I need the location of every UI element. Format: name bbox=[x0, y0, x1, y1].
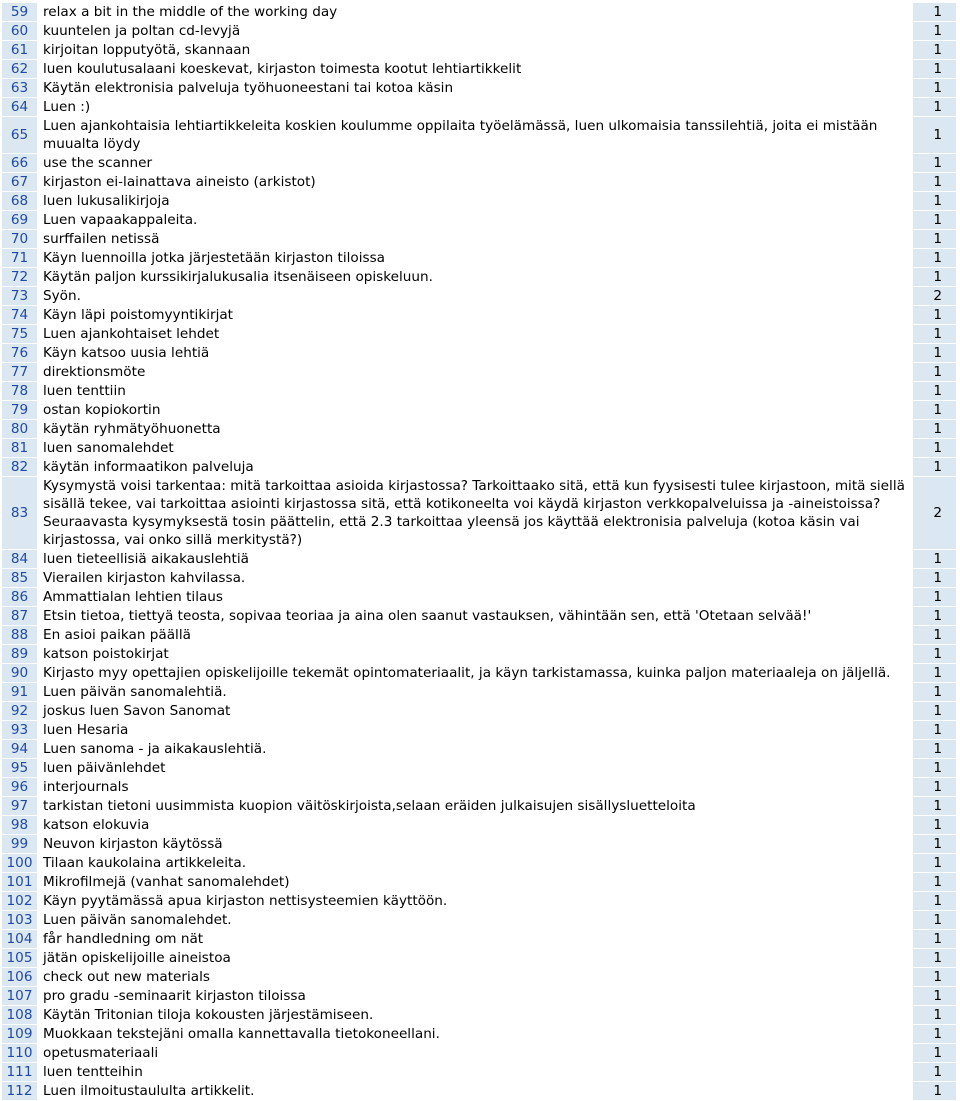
response-count: 1 bbox=[912, 344, 956, 363]
response-text: Neuvon kirjaston käytössä bbox=[38, 835, 912, 854]
response-count: 1 bbox=[912, 117, 956, 154]
response-count: 1 bbox=[912, 778, 956, 797]
row-number: 73 bbox=[2, 287, 38, 306]
table-row bbox=[2, 230, 956, 249]
response-text: Käytän elektronisia palveluja työhuoneestani tai kotoa käsin bbox=[38, 79, 912, 98]
row-number: 100 bbox=[2, 854, 38, 873]
response-text: use the scanner bbox=[38, 154, 912, 173]
response-text: Mikrofilmejä (vanhat sanomalehdet) bbox=[38, 873, 912, 892]
response-count: 1 bbox=[912, 382, 956, 401]
row-number: 59 bbox=[2, 3, 38, 22]
row-number: 82 bbox=[2, 458, 38, 477]
response-count: 1 bbox=[912, 683, 956, 702]
table-row bbox=[2, 22, 956, 41]
response-count: 1 bbox=[912, 968, 956, 987]
response-text: luen tenttiin bbox=[38, 382, 912, 401]
row-number: 104 bbox=[2, 930, 38, 949]
table-row bbox=[2, 249, 956, 268]
table-row bbox=[2, 664, 956, 683]
table-row bbox=[2, 439, 956, 458]
response-count: 1 bbox=[912, 230, 956, 249]
row-number: 79 bbox=[2, 401, 38, 420]
response-count: 1 bbox=[912, 401, 956, 420]
table-row bbox=[2, 98, 956, 117]
response-text: jätän opiskelijoille aineistoa bbox=[38, 949, 912, 968]
row-number: 109 bbox=[2, 1025, 38, 1044]
table-row bbox=[2, 1082, 956, 1101]
table-row bbox=[2, 79, 956, 98]
response-text: Luen vapaakappaleita. bbox=[38, 211, 912, 230]
response-text: Tilaan kaukolaina artikkeleita. bbox=[38, 854, 912, 873]
response-count: 1 bbox=[912, 835, 956, 854]
response-count: 1 bbox=[912, 873, 956, 892]
response-text: Käytän paljon kurssikirjalukusalia itsenäiseen opiskeluun. bbox=[38, 268, 912, 287]
table-row bbox=[2, 117, 956, 154]
response-text: interjournals bbox=[38, 778, 912, 797]
response-table bbox=[2, 3, 956, 1101]
row-number: 111 bbox=[2, 1063, 38, 1082]
response-count: 1 bbox=[912, 892, 956, 911]
response-count: 1 bbox=[912, 550, 956, 569]
response-count: 1 bbox=[912, 306, 956, 325]
response-count: 1 bbox=[912, 930, 956, 949]
row-number: 110 bbox=[2, 1044, 38, 1063]
response-text: Luen :) bbox=[38, 98, 912, 117]
table-row bbox=[2, 192, 956, 211]
response-text: katson elokuvia bbox=[38, 816, 912, 835]
response-count: 1 bbox=[912, 325, 956, 344]
response-count: 1 bbox=[912, 645, 956, 664]
table-row bbox=[2, 1006, 956, 1025]
response-count: 2 bbox=[912, 477, 956, 550]
row-number: 112 bbox=[2, 1082, 38, 1101]
response-count: 1 bbox=[912, 854, 956, 873]
table-row bbox=[2, 835, 956, 854]
response-count: 1 bbox=[912, 268, 956, 287]
row-number: 77 bbox=[2, 363, 38, 382]
response-count: 1 bbox=[912, 987, 956, 1006]
response-text: luen koulutusalaani koeskevat, kirjaston toimesta kootut lehtiartikkelit bbox=[38, 60, 912, 79]
response-count: 1 bbox=[912, 1044, 956, 1063]
table-row bbox=[2, 892, 956, 911]
table-row bbox=[2, 721, 956, 740]
table-row bbox=[2, 854, 956, 873]
response-count: 1 bbox=[912, 439, 956, 458]
table-row bbox=[2, 797, 956, 816]
response-count: 1 bbox=[912, 759, 956, 778]
response-count: 1 bbox=[912, 192, 956, 211]
response-text: luen päivänlehdet bbox=[38, 759, 912, 778]
response-count: 1 bbox=[912, 1063, 956, 1082]
response-count: 1 bbox=[912, 626, 956, 645]
row-number: 91 bbox=[2, 683, 38, 702]
table-row bbox=[2, 382, 956, 401]
response-count: 1 bbox=[912, 363, 956, 382]
row-number: 89 bbox=[2, 645, 38, 664]
response-text: joskus luen Savon Sanomat bbox=[38, 702, 912, 721]
table-row bbox=[2, 1063, 956, 1082]
response-count: 1 bbox=[912, 249, 956, 268]
response-text: Käytän Tritonian tiloja kokousten järjestämiseen. bbox=[38, 1006, 912, 1025]
response-text: Etsin tietoa, tiettyä teosta, sopivaa teoriaa ja aina olen saanut vastauksen, vähintään sen, että 'Otetaan selvää!' bbox=[38, 607, 912, 626]
row-number: 93 bbox=[2, 721, 38, 740]
response-count: 1 bbox=[912, 60, 956, 79]
response-text: Ammattialan lehtien tilaus bbox=[38, 588, 912, 607]
table-row bbox=[2, 3, 956, 22]
response-text: Kirjasto myy opettajien opiskelijoille tekemät opintomateriaalit, ja käyn tarkistamassa, kuinka paljon materiaaleja on jäljellä. bbox=[38, 664, 912, 683]
table-row bbox=[2, 477, 956, 550]
response-text: käytän ryhmätyöhuonetta bbox=[38, 420, 912, 439]
response-text: Luen ajankohtaiset lehdet bbox=[38, 325, 912, 344]
row-number: 69 bbox=[2, 211, 38, 230]
response-text: Luen päivän sanomalehtiä. bbox=[38, 683, 912, 702]
response-text: surffailen netissä bbox=[38, 230, 912, 249]
table-row bbox=[2, 778, 956, 797]
response-text: luen sanomalehdet bbox=[38, 439, 912, 458]
response-text: luen Hesaria bbox=[38, 721, 912, 740]
response-text: Luen ilmoitustaululta artikkelit. bbox=[38, 1082, 912, 1101]
row-number: 107 bbox=[2, 987, 38, 1006]
row-number: 106 bbox=[2, 968, 38, 987]
row-number: 87 bbox=[2, 607, 38, 626]
response-count: 1 bbox=[912, 607, 956, 626]
row-number: 60 bbox=[2, 22, 38, 41]
response-text: kirjoitan lopputyötä, skannaan bbox=[38, 41, 912, 60]
row-number: 84 bbox=[2, 550, 38, 569]
row-number: 97 bbox=[2, 797, 38, 816]
response-text: katson poistokirjat bbox=[38, 645, 912, 664]
row-number: 70 bbox=[2, 230, 38, 249]
row-number: 96 bbox=[2, 778, 38, 797]
response-count: 1 bbox=[912, 949, 956, 968]
response-count: 1 bbox=[912, 1025, 956, 1044]
response-count: 1 bbox=[912, 1082, 956, 1101]
response-count: 1 bbox=[912, 3, 956, 22]
response-count: 1 bbox=[912, 211, 956, 230]
response-count: 1 bbox=[912, 98, 956, 117]
row-number: 81 bbox=[2, 439, 38, 458]
table-row bbox=[2, 363, 956, 382]
response-text: pro gradu -seminaarit kirjaston tiloissa bbox=[38, 987, 912, 1006]
response-text: ostan kopiokortin bbox=[38, 401, 912, 420]
row-number: 63 bbox=[2, 79, 38, 98]
table-row bbox=[2, 458, 956, 477]
table-row bbox=[2, 1025, 956, 1044]
response-count: 1 bbox=[912, 79, 956, 98]
response-text: luen tentteihin bbox=[38, 1063, 912, 1082]
row-number: 88 bbox=[2, 626, 38, 645]
row-number: 108 bbox=[2, 1006, 38, 1025]
response-count: 1 bbox=[912, 569, 956, 588]
response-count: 1 bbox=[912, 22, 956, 41]
row-number: 94 bbox=[2, 740, 38, 759]
response-count: 1 bbox=[912, 588, 956, 607]
response-text: luen tieteellisiä aikakauslehtiä bbox=[38, 550, 912, 569]
table-row bbox=[2, 173, 956, 192]
response-text: direktionsmöte bbox=[38, 363, 912, 382]
response-text: käytän informaatikon palveluja bbox=[38, 458, 912, 477]
table-row bbox=[2, 645, 956, 664]
response-count: 2 bbox=[912, 287, 956, 306]
response-count: 1 bbox=[912, 721, 956, 740]
response-count: 1 bbox=[912, 816, 956, 835]
row-number: 78 bbox=[2, 382, 38, 401]
table-row bbox=[2, 740, 956, 759]
table-row bbox=[2, 588, 956, 607]
response-count: 1 bbox=[912, 420, 956, 439]
response-count: 1 bbox=[912, 458, 956, 477]
row-number: 101 bbox=[2, 873, 38, 892]
row-number: 95 bbox=[2, 759, 38, 778]
response-count: 1 bbox=[912, 154, 956, 173]
table-row bbox=[2, 325, 956, 344]
table-row bbox=[2, 306, 956, 325]
table-row bbox=[2, 702, 956, 721]
response-text: relax a bit in the middle of the working day bbox=[38, 3, 912, 22]
row-number: 66 bbox=[2, 154, 38, 173]
response-text: Luen ajankohtaisia lehtiartikkeleita koskien koulumme oppilaita työelämässä, luen ulkomaisia tanssilehtiä, joita ei mistään muualta löydy bbox=[38, 117, 912, 154]
row-number: 99 bbox=[2, 835, 38, 854]
response-text: Syön. bbox=[38, 287, 912, 306]
table-row bbox=[2, 759, 956, 778]
table-row bbox=[2, 268, 956, 287]
row-number: 65 bbox=[2, 117, 38, 154]
table-row bbox=[2, 401, 956, 420]
table-row bbox=[2, 1044, 956, 1063]
table-row bbox=[2, 930, 956, 949]
table-row bbox=[2, 626, 956, 645]
response-text: får handledning om nät bbox=[38, 930, 912, 949]
row-number: 62 bbox=[2, 60, 38, 79]
response-count: 1 bbox=[912, 664, 956, 683]
row-number: 80 bbox=[2, 420, 38, 439]
row-number: 85 bbox=[2, 569, 38, 588]
response-count: 1 bbox=[912, 797, 956, 816]
response-text: En asioi paikan päällä bbox=[38, 626, 912, 645]
row-number: 64 bbox=[2, 98, 38, 117]
response-text: kirjaston ei-lainattava aineisto (arkistot) bbox=[38, 173, 912, 192]
table-row bbox=[2, 987, 956, 1006]
table-row bbox=[2, 816, 956, 835]
table-row bbox=[2, 968, 956, 987]
response-text: Käyn katsoo uusia lehtiä bbox=[38, 344, 912, 363]
row-number: 92 bbox=[2, 702, 38, 721]
response-text: Käyn pyytämässä apua kirjaston nettisysteemien käyttöön. bbox=[38, 892, 912, 911]
response-count: 1 bbox=[912, 740, 956, 759]
table-row bbox=[2, 154, 956, 173]
table-row bbox=[2, 211, 956, 230]
response-count: 1 bbox=[912, 1006, 956, 1025]
response-text: Luen sanoma - ja aikakauslehtiä. bbox=[38, 740, 912, 759]
table-row bbox=[2, 550, 956, 569]
table-row bbox=[2, 420, 956, 439]
row-number: 74 bbox=[2, 306, 38, 325]
table-row bbox=[2, 911, 956, 930]
response-text: opetusmateriaali bbox=[38, 1044, 912, 1063]
response-table-body bbox=[2, 3, 956, 1101]
table-row bbox=[2, 344, 956, 363]
table-row bbox=[2, 569, 956, 588]
row-number: 103 bbox=[2, 911, 38, 930]
row-number: 68 bbox=[2, 192, 38, 211]
row-number: 72 bbox=[2, 268, 38, 287]
response-text: tarkistan tietoni uusimmista kuopion väitöskirjoista,selaan eräiden julkaisujen sisällysluetteloita bbox=[38, 797, 912, 816]
response-count: 1 bbox=[912, 911, 956, 930]
response-text: Käyn läpi poistomyyntikirjat bbox=[38, 306, 912, 325]
row-number: 90 bbox=[2, 664, 38, 683]
response-text: check out new materials bbox=[38, 968, 912, 987]
row-number: 105 bbox=[2, 949, 38, 968]
row-number: 98 bbox=[2, 816, 38, 835]
response-text: kuuntelen ja poltan cd-levyjä bbox=[38, 22, 912, 41]
response-text: Kysymystä voisi tarkentaa: mitä tarkoittaa asioida kirjastossa? Tarkoittaako sitä, että kun fyysisesti tulee kirjastoon, mitä siellä sisällä tekee, vai tarkoittaa asiointi kirjastossa sitä, että kotikoneelta voi käydä kirjaston verkkopalveluissa ja -aineistoissa? Seuraavasta kysymyksestä tosin päättelin, että 2.3 tarkoittaa yleensä jos käyttää elektronisia palveluja (kotoa käsin vai kirjastossa, vai onko sillä merkitystä?) bbox=[38, 477, 912, 550]
row-number: 76 bbox=[2, 344, 38, 363]
response-text: Vierailen kirjaston kahvilassa. bbox=[38, 569, 912, 588]
table-row bbox=[2, 60, 956, 79]
table-row bbox=[2, 41, 956, 60]
table-row bbox=[2, 949, 956, 968]
row-number: 67 bbox=[2, 173, 38, 192]
row-number: 86 bbox=[2, 588, 38, 607]
response-text: Luen päivän sanomalehdet. bbox=[38, 911, 912, 930]
response-text: luen lukusalikirjoja bbox=[38, 192, 912, 211]
table-row bbox=[2, 683, 956, 702]
table-row bbox=[2, 873, 956, 892]
response-count: 1 bbox=[912, 173, 956, 192]
table-row bbox=[2, 607, 956, 626]
row-number: 83 bbox=[2, 477, 38, 550]
row-number: 102 bbox=[2, 892, 38, 911]
response-count: 1 bbox=[912, 41, 956, 60]
row-number: 61 bbox=[2, 41, 38, 60]
response-count: 1 bbox=[912, 702, 956, 721]
response-text: Muokkaan tekstejäni omalla kannettavalla tietokoneellani. bbox=[38, 1025, 912, 1044]
row-number: 75 bbox=[2, 325, 38, 344]
row-number: 71 bbox=[2, 249, 38, 268]
response-text: Käyn luennoilla jotka järjestetään kirjaston tiloissa bbox=[38, 249, 912, 268]
table-row bbox=[2, 287, 956, 306]
